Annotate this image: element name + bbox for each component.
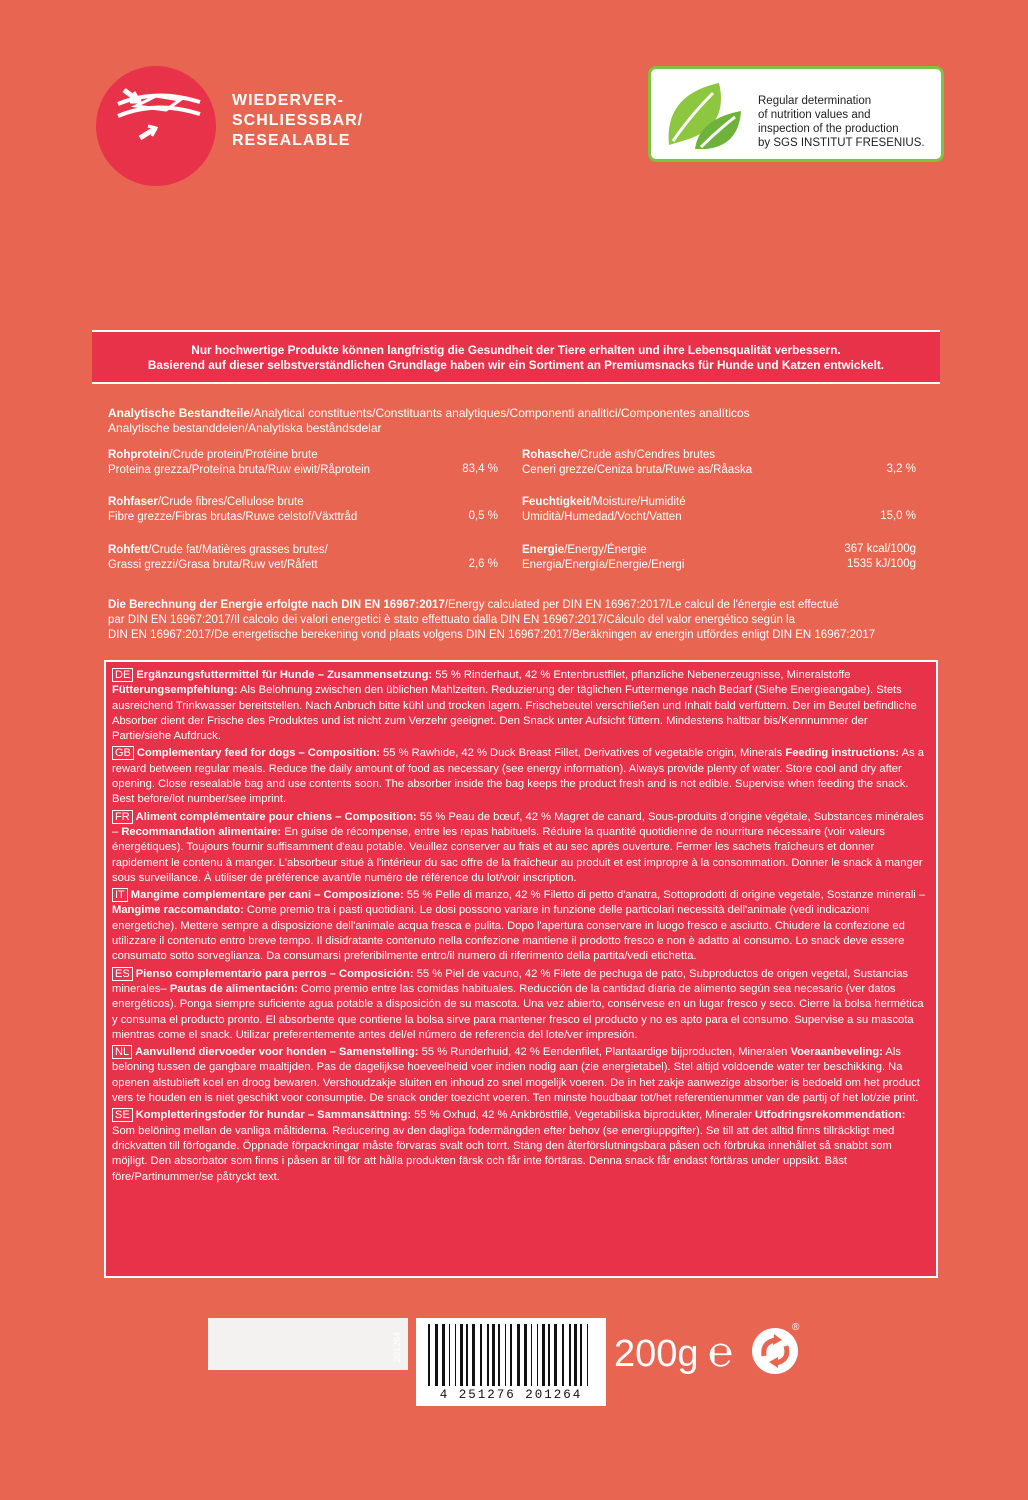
barcode-bar <box>569 1324 571 1386</box>
nutrient-name: Rohfaser <box>108 496 158 508</box>
intro-line: Nur hochwertige Produkte können langfristig die Gesundheit der Tiere erhalten und ihre Lebensqualität verbessern. <box>191 343 841 357</box>
reseal-label <box>232 91 363 151</box>
language-code: FR <box>112 810 133 824</box>
feeding-text: Como premio entre las comidas habituales. Reducción de la cantidad diaria de alimento según sea necesario (ver datos energéticos). Ponga siempre suficiente agua potable a disposición de su mascota. Una vez abierto, consérvese en un lugar fresco y seco. Cierre la bolsa hermética y consuma el producto pronto. El absorbente que contiene la bolsa sirve para mantener fresco el producto y no es apto para el consumo. Supervise a su mascota mientras come el snack. Utilizar preferentemente antes del/el número de referencia del lote/ver impresión. <box>112 982 924 1041</box>
analytical-heading <box>108 406 928 436</box>
language-paragraph-es <box>112 967 928 1043</box>
barcode-bar <box>435 1324 438 1386</box>
sgs-text <box>758 94 938 150</box>
nutrient-value: 2,6 % <box>468 558 498 570</box>
nutrient-translations-2: Proteina grezza/Proteína bruta/Ruw eiwit/Råprotein <box>108 464 371 476</box>
barcode-bar <box>517 1324 520 1386</box>
composition: 55 % Peau de bœuf, 42 % Magret de canard, Sous-produits d'origine végétale, Substances minérales – <box>112 810 924 838</box>
barcode-bar <box>548 1324 550 1386</box>
nutrient-value-2: 1535 kJ/100g <box>846 558 916 570</box>
analytical-heading-rest: /Analytical constituents/Constituants analytiques/Componenti analitici/Componentes analíticos <box>250 406 750 420</box>
barcode-bar <box>480 1324 482 1386</box>
nutrient-name: Rohfett <box>108 544 149 556</box>
nutrient-value: 367 kcal/100g <box>844 543 916 555</box>
calc-bold: Die Berechnung der Energie erfolgte nach DIN EN 16967:2017 <box>108 599 445 611</box>
feeding-label: Fütterungsempfehlung: <box>112 684 238 697</box>
multilingual-instructions <box>104 660 938 1278</box>
calc-rest: /Energy calculated per DIN EN 16967:2017/Le calcul de l'énergie est effectué <box>444 599 839 611</box>
barcode <box>416 1318 606 1406</box>
composition: 55 % Oxhud, 42 % Ankbröstfilé, Vegetabiliska biprodukter, Mineraler <box>411 1109 755 1122</box>
barcode-bar <box>524 1324 527 1386</box>
nutrient-value: 0,5 % <box>468 510 498 522</box>
sgs-line: of nutrition values and <box>758 109 871 121</box>
barcode-bar <box>554 1324 557 1386</box>
analytical-heading-bold: Analytische Bestandteile <box>108 406 251 420</box>
barcode-number: 4 251276 201264 <box>439 1388 583 1402</box>
nutrient-translations: /Crude ash/Cendres brutes <box>576 449 716 461</box>
barcode-bars <box>426 1324 596 1386</box>
language-paragraph-se <box>112 1108 928 1184</box>
barcode-bar <box>510 1324 512 1386</box>
barcode-bar <box>537 1324 538 1386</box>
nutrient-translations: /Crude protein/Protéine brute <box>169 449 318 461</box>
composition: 55 % Pelle di manzo, 42 % Filetto di petto d'anatra, Sottoprodotti di origine vegetale, Sostanze minerali – <box>403 889 926 902</box>
barcode-bar <box>574 1324 577 1386</box>
feeding-label: Feeding instructions: <box>785 747 900 760</box>
composition: 55 % Runderhuid, 42 % Eendenfilet, Plantaardige bijproducten, Mineralen <box>418 1046 791 1059</box>
nutrient-translations: /Energy/Énergie <box>564 544 647 556</box>
calc-line: DIN EN 16967:2017/De energetische berekening vond plaats volgens DIN EN 16967:2017/Beräkningen av energin utfördes enligt DIN EN 16967:2017 <box>108 629 876 641</box>
feeding-label: Pautas de alimentación: <box>169 982 298 995</box>
nutrient-name: Rohasche <box>522 449 577 461</box>
energy-calculation <box>108 598 928 643</box>
leaf-icon <box>659 75 747 155</box>
barcode-bar <box>442 1324 445 1386</box>
barcode-bar <box>460 1324 463 1386</box>
feeding-label: Voeraanbeveling: <box>790 1046 883 1059</box>
language-code: GB <box>112 746 134 760</box>
recycle-icon <box>752 1328 798 1374</box>
barcode-bar <box>449 1324 450 1386</box>
estimated-sign-icon: ℮ <box>708 1328 734 1375</box>
language-paragraph-nl <box>112 1045 928 1106</box>
language-title: Complementary feed for dogs – Composition: <box>136 747 380 760</box>
nutrient-name: Energie <box>522 544 565 556</box>
reseal-line: RESEALABLE <box>232 132 351 149</box>
composition: 55 % Piel de vacuno, 42 % Filete de pechuga de pato, Subproductos de origen vegetal, Sustancias minerales– <box>112 967 909 995</box>
sgs-badge <box>648 66 944 162</box>
language-title: Aanvullend diervoeder voor honden – Samenstelling: <box>135 1046 419 1059</box>
nutrient-translations-2: Grassi grezzi/Grasa bruta/Ruw vet/Råfett <box>108 559 318 571</box>
sgs-line: by SGS INSTITUT FRESENIUS. <box>758 137 925 149</box>
analytical-heading-line2: Analytische bestanddelen/Analytiska beståndsdelar <box>108 421 382 435</box>
barcode-bar <box>587 1324 588 1386</box>
language-code: DE <box>112 668 133 682</box>
language-title: Ergänzungsfuttermittel für Hunde – Zusammensetzung: <box>136 669 433 681</box>
language-code: ES <box>112 967 133 981</box>
product-code: 201264 <box>392 1331 402 1362</box>
reseal-icon <box>96 66 216 186</box>
feeding-label: Utfodringsrekommendation: <box>754 1109 906 1122</box>
language-paragraph-fr <box>112 810 928 886</box>
reseal-line: SCHLIESSBAR/ <box>232 112 364 129</box>
reseal-line: WIEDERVER- <box>232 92 344 109</box>
nutrient-translations: /Crude fibres/Cellulose brute <box>157 496 304 508</box>
barcode-bar <box>472 1324 475 1386</box>
sgs-line: Regular determination <box>758 95 872 107</box>
barcode-bar <box>492 1324 495 1386</box>
language-code: NL <box>112 1045 132 1059</box>
barcode-bar <box>498 1324 500 1386</box>
nutrient-name: Feuchtigkeit <box>522 496 590 508</box>
language-title: Pienso complementario para perros – Composición: <box>135 967 414 980</box>
feeding-text: Som belöning mellan de vanliga måltiderna. Reducering av den dagliga fodermängden efter behov (se energiuppgifter). Se till att det alltid finns tillräckligt med drickvatten till förfogande. Öppnade förpackningar måste förvaras svalt och torrt. Stäng den återförslutningsbara påsen och förbruka innehållet så snabbt som möjligt. Den absorbator som finns i påsen är till för att hålla produkten färsk och får inte förtäras. Denna snack får endast förtäras under uppsikt. Bäst före/Partinummer/se påtryckt text. <box>112 1124 895 1183</box>
feeding-text: Als Belohnung zwischen den üblichen Mahlzeiten. Reduzierung der täglichen Futtermenge nach Bedarf (Siehe Energieangabe). Stets ausreichend Trinkwasser bereitstellen. Nach Anbruch bitte kühl und trocken lagern. Frischebeutel verschließen und Inhalt bald verfüttern. Der im Beutel befindliche Absorber dient der Frische des Produktes und ist nicht zum Verzehr geeignet. Den Snack unter Aufsicht füttern. Mindestens haltbar bis/Kennnummer der Partie/siehe Aufdruck. <box>112 684 917 743</box>
nutrient-translations: /Moisture/Humidité <box>589 496 686 508</box>
nutrient-value: 15,0 % <box>880 510 916 522</box>
barcode-bar <box>505 1324 506 1386</box>
barcode-bar <box>580 1324 582 1386</box>
calc-line: par DIN EN 16967:2017/Il calcolo dei valori energetici è stato effettuato dalla DIN EN 16967:2017/Cálculo del valor energético según la <box>108 614 796 626</box>
feeding-label: Mangime raccomandato: <box>112 904 244 917</box>
barcode-bar <box>455 1324 456 1386</box>
language-code: SE <box>112 1108 133 1122</box>
net-weight: 200g <box>614 1333 699 1375</box>
intro-line: Basierend auf dieser selbstverständlichen Grundlage haben wir ein Sortiment an Premiumsnacks für Hunde und Katzen entwickelt. <box>147 358 885 372</box>
feeding-label: Recommandation alimentaire: <box>121 825 282 838</box>
intro-statement <box>92 330 940 384</box>
nutrient-translations-2: Ceneri grezze/Ceniza bruta/Ruwe as/Råaska <box>522 464 753 476</box>
nutrient-translations-2: Energia/Energía/Energie/Energi <box>522 559 685 571</box>
feeding-text: Come premio tra i pasti quotidiani. Le dosi possono variare in funzione delle particolari necessità dell'animale (vedi indicazioni energetiche). Mettere sempre a disposizione dell'animale acqua fresca e pulita. Dopo l'apertura conservare in luogo fresco e asciutto. Chiudere la confezione ed utilizzare il contenuto entro breve tempo. Il disidratante contenuto nella confezione mantiene il prodotto fresco e non è adatto al consumo. Lo snack deve essere consumato sotto sorveglianza. Da consumarsi preferibilmente entro/il numero di riferimento della partita/vedi etichetta. <box>112 904 905 963</box>
feeding-text: En guise de récompense, entre les repas habituels. Réduire la quantité quotidienne de nourriture nécessaire (voir valeurs énergétiques). Toujours fournir suffisamment d'eau potable. Veuillez conserver au frais et au sec après ouverture. Fermer les sachets fraîcheurs et donner rapidement le contenu à manger. L'absorbeur situé à l'intérieur du sac offre de la fraîcheur au produit et est impropre à la consommation. Donner le snack à manger sous surveillance. À utiliser de préférence avant/le numéro de référence du lot/voir inscription. <box>112 825 923 884</box>
blank-label-area <box>208 1318 408 1370</box>
language-paragraph-de <box>112 668 928 744</box>
barcode-bar <box>542 1324 545 1386</box>
feeding-text: Als beloning tussen de gangbare maaltijden. Pas de dagelijkse hoeveelheid voer indien nodig aan (zie energietabel). Stel altijd voldoende water ter beschikking. Na openen alstublieft koel en droog bewaren. Vershoudzakje sluiten en inhoud zo snel mogelijk voeren. De in het zakje aanwezige absorber is bedoeld om het product vers te houden en is niet geschikt voor consumptie. De snack onder toezicht voeren. Ten minste houdbaar tot/het referentienummer van de partij of het lot/zie print. <box>112 1046 920 1105</box>
nutrient-name: Rohprotein <box>108 449 170 461</box>
composition: 55 % Rinderhaut, 42 % Entenbrustfilet, pflanzliche Nebenerzeugnisse, Mineralstoffe <box>432 669 851 681</box>
language-code: IT <box>112 888 128 902</box>
sgs-line: inspection of the production <box>758 123 899 135</box>
barcode-bar <box>487 1324 489 1386</box>
language-title: Kompletteringsfoder för hundar – Sammansättning: <box>135 1109 412 1122</box>
feeding-text: As a reward between regular meals. Reduce the daily amount of food as necessary (see energy information). Always provide plenty of water. Store cool and dry after opening. Close resealable bag and use contents soon. The absorber inside the bag keeps the product fresh and is not edible. Supervise when feeding the snack. Best before/lot number/see imprint. <box>112 747 925 806</box>
barcode-bar <box>428 1324 430 1386</box>
barcode-bar <box>562 1324 564 1386</box>
nutrient-translations-2: Fibre grezze/Fibras brutas/Ruwe celstof/Växttråd <box>108 511 358 523</box>
barcode-bar <box>531 1324 532 1386</box>
language-paragraph-it <box>112 888 928 964</box>
nutrient-translations-2: Umidità/Humedad/Vocht/Vatten <box>522 511 682 523</box>
registered-mark: ® <box>792 1322 800 1333</box>
composition: 55 % Rawhide, 42 % Duck Breast Fillet, Derivatives of vegetable origin, Minerals <box>379 747 786 760</box>
language-paragraph-gb <box>112 746 928 807</box>
nutrient-translations: /Crude fat/Matières grasses brutes/ <box>148 544 328 556</box>
language-title: Aliment complémentaire pour chiens – Composition: <box>135 810 417 823</box>
language-title: Mangime complementare per cani – Composizione: <box>130 889 404 902</box>
barcode-bar <box>466 1324 468 1386</box>
nutrient-value: 3,2 % <box>886 463 916 475</box>
nutrient-value: 83,4 % <box>462 463 498 475</box>
